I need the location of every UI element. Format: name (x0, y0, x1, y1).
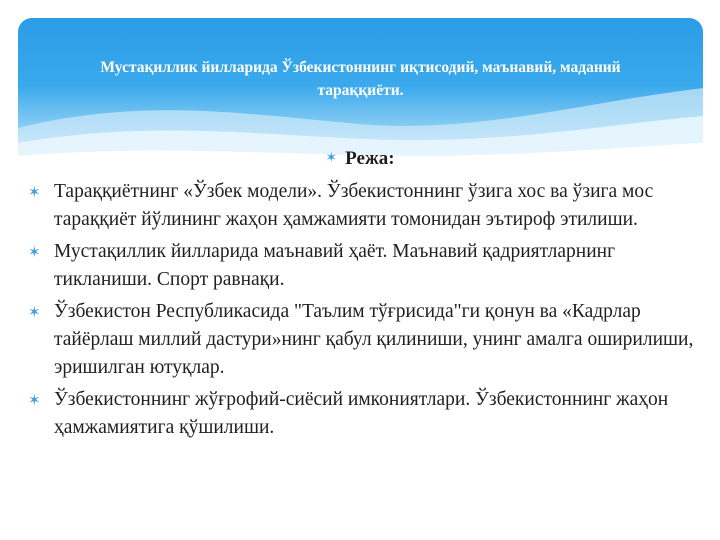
asterisk-icon: ✶ (325, 151, 338, 166)
list-item (28, 386, 698, 442)
asterisk-icon: ✶ (28, 183, 41, 201)
bullet-text: Тараққиётнинг «Ўзбек модели». Ўзбекистоннинг ўзига хос ва ўзига мос тараққиёт йўлининг жаҳон ҳамжамияти томонидан эътироф этилиши. (54, 181, 654, 230)
bullet-text: Мустақиллик йилларида маънавий ҳаёт. Маънавий қадриятларнинг тикланиши. Спорт равнақи. (54, 241, 616, 290)
bullet-list (28, 178, 698, 446)
bullet-text: Ўзбекистон Республикасида "Таълим тўғрисида"ги қонун ва «Кадрлар тайёрлаш миллий дастури»нинг қабул қилиниши, унинг амалга оширилиши, эришилган ютуқлар. (54, 301, 694, 378)
bullet-text: Ўзбекистоннинг жўғрофий-сиёсий имкониятлари. Ўзбекистоннинг жаҳон ҳамжамиятига қўшилиши. (54, 389, 669, 438)
asterisk-icon: ✶ (28, 391, 41, 409)
asterisk-icon: ✶ (28, 303, 41, 321)
slide-title: Мустақиллик йилларида Ўзбекистоннинг иқтисодий, маънавий, маданий тараққиёти. (100, 59, 621, 99)
list-item (28, 298, 698, 382)
asterisk-icon: ✶ (28, 243, 41, 261)
list-item (28, 238, 698, 294)
plan-heading (0, 148, 720, 170)
title-banner (18, 18, 703, 168)
plan-label: Режа: (345, 148, 395, 169)
list-item (28, 178, 698, 234)
